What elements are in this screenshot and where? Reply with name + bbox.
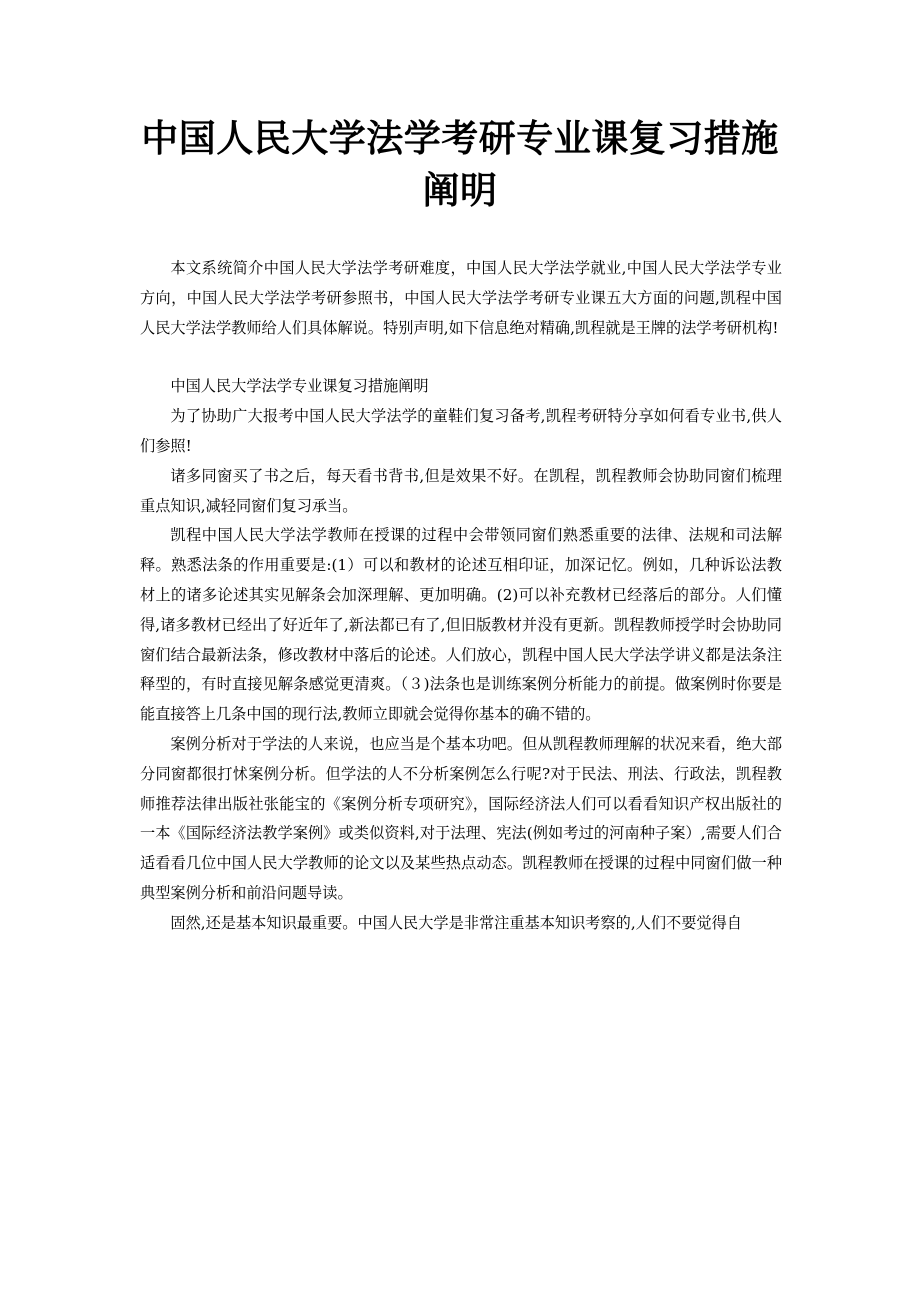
- body-paragraph-1: 为了协助广大报考中国人民大学法学的童鞋们复习备考,凯程考研特分享如何看专业书,供人们参照!: [140, 407, 782, 455]
- document-title: 中国人民大学法学考研专业课复习措施阐明: [141, 116, 779, 212]
- body-paragraph-4: 案例分析对于学法的人来说，也应当是个基本功吧。但从凯程教师理解的状况来看，绝大部分同窗都很打怵案例分析。但学法的人不分析案例怎么行呢?对于民法、刑法、行政法，凯程教师推荐法律出版社张能宝的《案例分析专项研究》，国际经济法人们可以看看知识产权出版社的一本《国际经济法教学案例》或类似资料,对于法理、宪法(例如考过的河南种子案）,需要人们合适看看几位中国人民大学教师的论文以及某些热点动态。凯程教师在授课的过程中同窗们做一种典型案例分析和前沿问题导读。: [140, 734, 782, 902]
- body-paragraph-3: 凯程中国人民大学法学教师在授课的过程中会带领同窗们熟悉重要的法律、法规和司法解释。熟悉法条的作用重要是:(1）可以和教材的论述互相印证，加深记忆。例如，几种诉讼法教材上的诸多论述其实见解条会加深理解、更加明确。(2)可以补充教材已经落后的部分。人们懂得,诸多教材已经出了好近年了,新法都已有了,但旧版教材并没有更新。凯程教师授学时会协助同窗们结合最新法条，修改教材中落后的论述。人们放心，凯程中国人民大学法学讲义都是法条注释型的，有时直接见解条感觉更清爽。（３)法条也是训练案例分析能力的前提。做案例时你要是能直接答上几条中国的现行法,教师立即就会觉得你基本的确不错的。: [140, 526, 782, 724]
- body-paragraph-2: 诸多同窗买了书之后，每天看书背书,但是效果不好。在凯程，凯程教师会协助同窗们梳理重点知识,减轻同窗们复习承当。: [140, 466, 782, 515]
- body-paragraph-5: 固然,还是基本知识最重要。中国人民大学是非常注重基本知识考察的,人们不要觉得自: [170, 913, 742, 932]
- document-body: [140, 254, 782, 939]
- section-heading: 中国人民大学法学专业课复习措施阐明: [170, 377, 429, 396]
- intro-paragraph: 本文系统简介中国人民大学法学考研难度，中国人民大学法学就业,中国人民大学法学专业方向，中国人民大学法学考研参照书，中国人民大学法学考研专业课五大方面的问题,凯程中国人民大学法学教师给人们具体解说。特别声明,如下信息绝对精确,凯程就是王牌的法学考研机构!: [140, 259, 782, 337]
